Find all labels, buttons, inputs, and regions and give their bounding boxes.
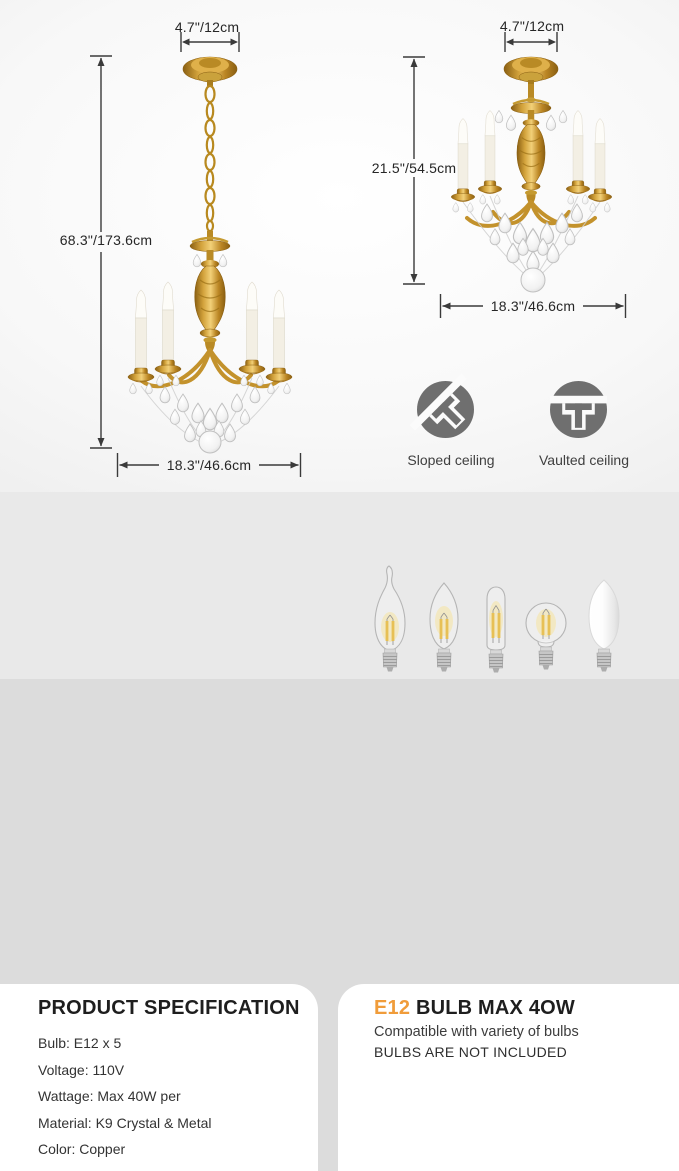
crystal-ball [521, 268, 545, 292]
spec-list [38, 1030, 212, 1163]
spec-item-color: Color: Copper [38, 1141, 126, 1157]
flush-chandelier-illustration [425, 52, 640, 302]
bulb-card-subtitle: Compatible with variety of bulbs [374, 1024, 579, 1040]
dimension-label-canopy-right: 4.7"/12cm [499, 18, 565, 34]
dimension-arrow-height-left [89, 54, 113, 450]
vaulted-ceiling-label: Vaulted ceiling [538, 452, 630, 468]
bulb-card-note: BULBS ARE NOT INCLUDED [374, 1044, 568, 1060]
dimension-label-width-right: 18.3"/46.6cm [490, 298, 576, 314]
sloped-ceiling-label: Sloped ceiling [407, 452, 495, 468]
spec-item-wattage: Wattage: Max 40W per [38, 1088, 181, 1104]
bulb-card-title-rest: BULB MAX 4OW [410, 997, 576, 1019]
dimension-diagrams-section [0, 0, 679, 492]
sloped-ceiling-icon [417, 381, 474, 438]
dimension-label-height-left: 68.3"/173.6cm [59, 232, 153, 248]
spec-item-material: Material: K9 Crystal & Metal [38, 1114, 212, 1131]
tubular-bulb-icon [474, 561, 520, 675]
frosted-candle-bulb-icon [582, 561, 628, 675]
vaulted-ceiling-icon [550, 381, 607, 438]
hanging-chandelier-illustration [105, 50, 315, 458]
globe-bulb-icon [522, 561, 570, 675]
spec-item-voltage: Voltage: 110V [38, 1061, 125, 1078]
bulb-info-card [338, 984, 679, 1171]
spec-card-title: PRODUCT SPECIFICATION [38, 997, 300, 1019]
flame-tip-bulb-icon [368, 561, 414, 675]
product-specification-card [0, 984, 318, 1171]
torpedo-bulb-icon [422, 561, 468, 675]
dimension-label-height-right: 21.5"/54.5cm [371, 160, 457, 176]
info-cards-section [0, 492, 679, 1157]
chain [206, 86, 215, 231]
bulb-card-title [374, 997, 575, 1020]
dimension-label-canopy-left: 4.7"/12cm [174, 19, 240, 35]
crystal-ball [199, 431, 221, 453]
spec-item-bulb: Bulb: E12 x 5 [38, 1035, 122, 1051]
bulb-card-title-highlight: E12 [374, 997, 411, 1019]
dimension-label-width-left: 18.3"/46.6cm [166, 457, 252, 473]
